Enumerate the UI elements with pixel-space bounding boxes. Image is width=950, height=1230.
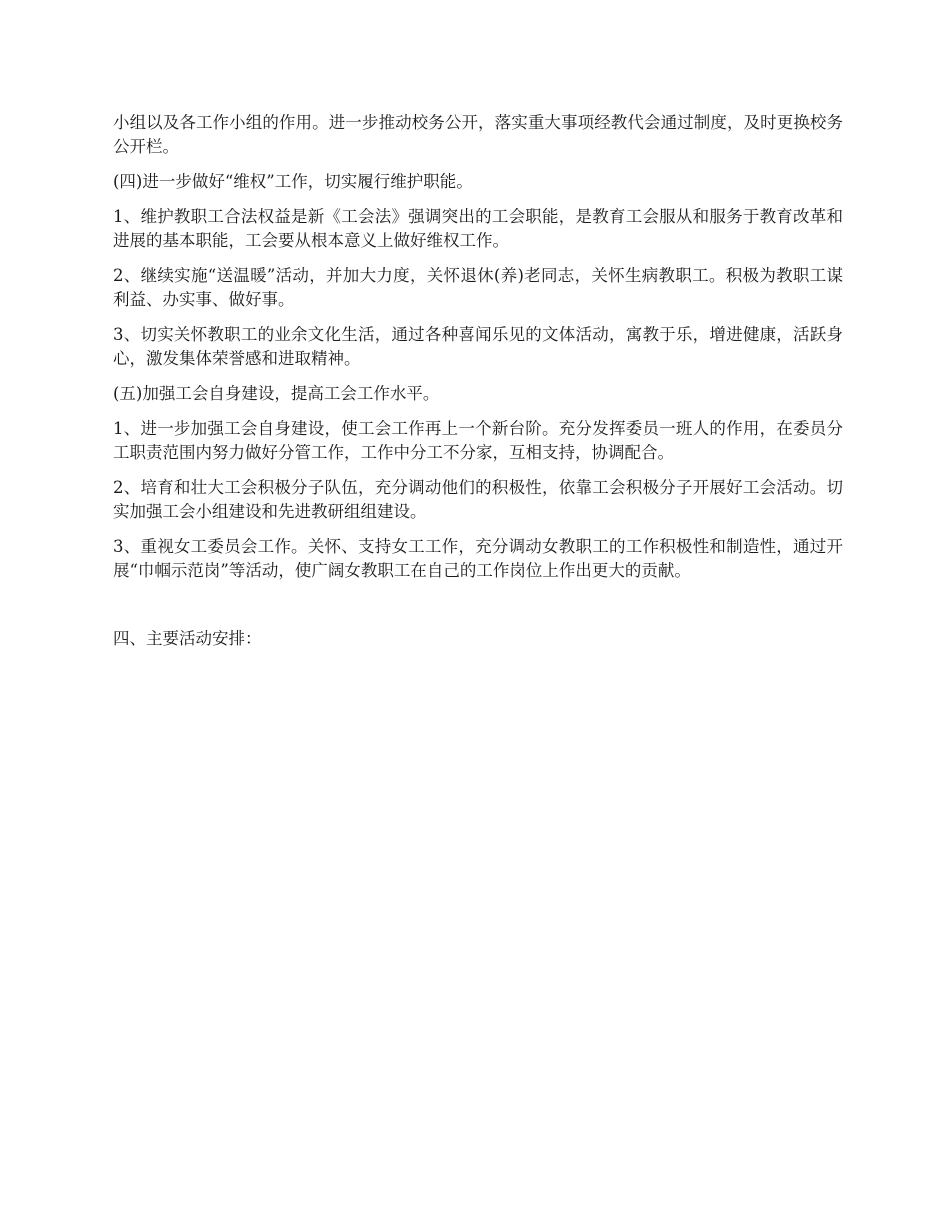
paragraph-self-building-1: 1、进一步加强工会自身建设，使工会工作再上一个新台阶。充分发挥委员一班人的作用，在委员分工职责范围内努力做好分管工作，工作中分工不分家，互相支持，协调配合。 bbox=[113, 419, 843, 462]
document-page bbox=[113, 111, 843, 662]
section-heading-activities: 四、主要活动安排： bbox=[113, 629, 262, 648]
paragraph-self-building-2: 2、培育和壮大工会积极分子队伍，充分调动他们的积极性，依靠工会积极分子开展好工会活动。切实加强工会小组建设和先进教研组组建设。 bbox=[113, 478, 843, 521]
section-heading-rights: (四)进一步做好“维权”工作，切实履行维护职能。 bbox=[113, 172, 473, 191]
paragraph-rights-1: 1、维护教职工合法权益是新《工会法》强调突出的工会职能，是教育工会服从和服务于教育改革和进展的基本职能，工会要从根本意义上做好维权工作。 bbox=[113, 207, 843, 250]
section-heading-self-building: (五)加强工会自身建设，提高工会工作水平。 bbox=[113, 384, 440, 403]
paragraph-intro-continued: 小组以及各工作小组的作用。进一步推动校务公开，落实重大事项经教代会通过制度，及时更换校务公开栏。 bbox=[113, 113, 843, 156]
paragraph-rights-2: 2、继续实施“送温暖”活动，并加大力度，关怀退休(养)老同志，关怀生病教职工。积极为教职工谋利益、办实事、做好事。 bbox=[113, 266, 843, 309]
paragraph-rights-3: 3、切实关怀教职工的业余文化生活，通过各种喜闻乐见的文体活动，寓教于乐，增进健康，活跃身心，激发集体荣誉感和进取精神。 bbox=[113, 325, 843, 368]
paragraph-self-building-3: 3、重视女工委员会工作。关怀、支持女工工作，充分调动女教职工的工作积极性和制造性，通过开展“巾帼示范岗”等活动，使广阔女教职工在自己的工作岗位上作出更大的贡献。 bbox=[113, 537, 843, 580]
